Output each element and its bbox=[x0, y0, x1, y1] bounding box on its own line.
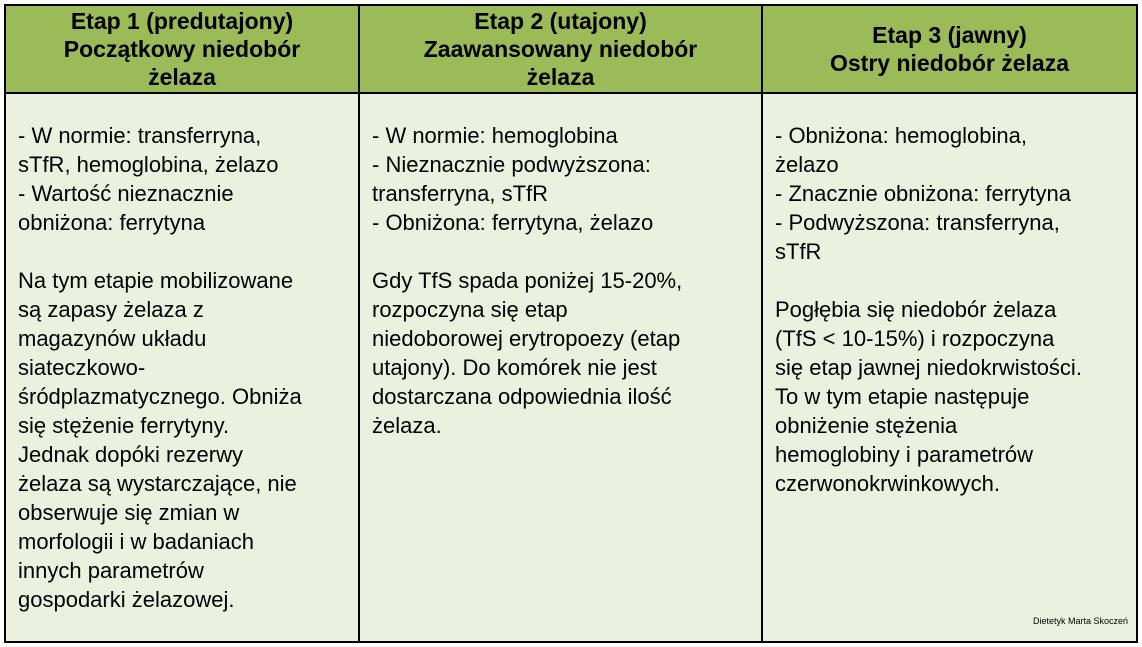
stage-3-list-line: - Podwyższona: transferryna, bbox=[775, 210, 1060, 235]
stage-2-title: Etap 2 (utajony) bbox=[474, 8, 647, 34]
iron-deficiency-stages-table bbox=[6, 6, 1136, 641]
stage-3-list-line: sTfR bbox=[775, 239, 822, 264]
stage-1-paragraph-line: gospodarki żelazowej. bbox=[18, 587, 235, 612]
stage-1-list-line: obniżona: ferrytyna bbox=[18, 210, 206, 235]
stage-3-list-line: żelazo bbox=[775, 152, 839, 177]
stage-1-paragraph-line: obserwuje się zmian w bbox=[18, 500, 240, 525]
stage-3-list-line: - Obniżona: hemoglobina, bbox=[775, 123, 1027, 148]
stage-2-paragraph-line: Gdy TfS spada poniżej 15-20%, bbox=[372, 268, 683, 293]
stage-2-paragraph-line: niedoborowej erytropoezy (etap bbox=[372, 326, 681, 351]
stage-3-paragraph-line: czerwonokrwinkowych. bbox=[775, 471, 1000, 496]
stage-1-header bbox=[6, 6, 359, 93]
stage-3-paragraph-line: Pogłębia się niedobór żelaza bbox=[775, 297, 1057, 322]
stage-1-subtitle-cont: żelaza bbox=[148, 64, 216, 90]
stage-1-paragraph-line: żelaza są wystarczające, nie bbox=[18, 471, 297, 496]
stage-2-paragraph-line: dostarczana odpowiednia ilość bbox=[372, 384, 672, 409]
iron-deficiency-stages-table-frame bbox=[4, 4, 1138, 643]
stage-3-paragraph-line: hemoglobiny i parametrów bbox=[775, 442, 1034, 467]
author-credit: Dietetyk Marta Skoczeń bbox=[1032, 616, 1128, 626]
stage-1-paragraph-line: Na tym etapie mobilizowane bbox=[18, 268, 294, 293]
stage-1-subtitle: Początkowy niedobór bbox=[63, 36, 301, 62]
stage-3-list-line: - Znacznie obniżona: ferrytyna bbox=[775, 181, 1071, 206]
stage-1-paragraph-line: siateczkowo- bbox=[18, 355, 146, 380]
stage-3-paragraph-line: się etap jawnej niedokrwistości. bbox=[775, 355, 1082, 380]
stage-2-paragraph-line: rozpoczyna się etap bbox=[372, 297, 568, 322]
stage-1-paragraph-line: innych parametrów bbox=[18, 558, 204, 583]
stage-2-list-line: - Obniżona: ferrytyna, żelazo bbox=[372, 210, 654, 235]
stage-1-list-line: sTfR, hemoglobina, żelazo bbox=[18, 152, 279, 177]
stage-3-body bbox=[762, 93, 1136, 641]
stage-1-paragraph-line: są zapasy żelaza z bbox=[18, 297, 204, 322]
stage-3-paragraph-line: obniżenie stężenia bbox=[775, 413, 958, 438]
stage-2-paragraph-line: żelaza. bbox=[372, 413, 442, 438]
stage-1-paragraph-line: się stężenie ferrytyny. bbox=[18, 413, 230, 438]
header-row bbox=[6, 6, 1136, 93]
stage-1-paragraph-line: śródplazmatycznego. Obniża bbox=[18, 384, 302, 409]
stage-3-header bbox=[762, 6, 1136, 93]
stage-1-list-line: - W normie: transferryna, bbox=[18, 123, 262, 148]
stage-3-title: Etap 3 (jawny) bbox=[872, 22, 1027, 48]
stage-1-body bbox=[6, 93, 359, 641]
stage-2-list-line: - Nieznacznie podwyższona: bbox=[372, 152, 651, 177]
stage-2-body bbox=[359, 93, 762, 641]
stage-3-paragraph-line: (TfS < 10-15%) i rozpoczyna bbox=[775, 326, 1055, 351]
stage-2-header bbox=[359, 6, 762, 93]
stage-1-paragraph-line: morfologii i w badaniach bbox=[18, 529, 255, 554]
stage-2-subtitle-cont: żelaza bbox=[526, 64, 595, 90]
stage-1-paragraph-line: magazynów układu bbox=[18, 326, 207, 351]
stage-2-list-line: transferryna, sTfR bbox=[372, 181, 549, 206]
stage-1-list-line: - Wartość nieznacznie bbox=[18, 181, 234, 206]
stage-3-paragraph-line: To w tym etapie następuje bbox=[775, 384, 1030, 409]
stage-2-list-line: - W normie: hemoglobina bbox=[372, 123, 618, 148]
body-row bbox=[6, 93, 1136, 641]
stage-2-subtitle: Zaawansowany niedobór bbox=[423, 36, 698, 62]
stage-1-paragraph-line: Jednak dopóki rezerwy bbox=[18, 442, 244, 467]
stage-3-subtitle: Ostry niedobór żelaza bbox=[829, 50, 1069, 76]
stage-1-title: Etap 1 (predutajony) bbox=[70, 8, 294, 34]
stage-2-paragraph-line: utajony). Do komórek nie jest bbox=[372, 355, 657, 380]
